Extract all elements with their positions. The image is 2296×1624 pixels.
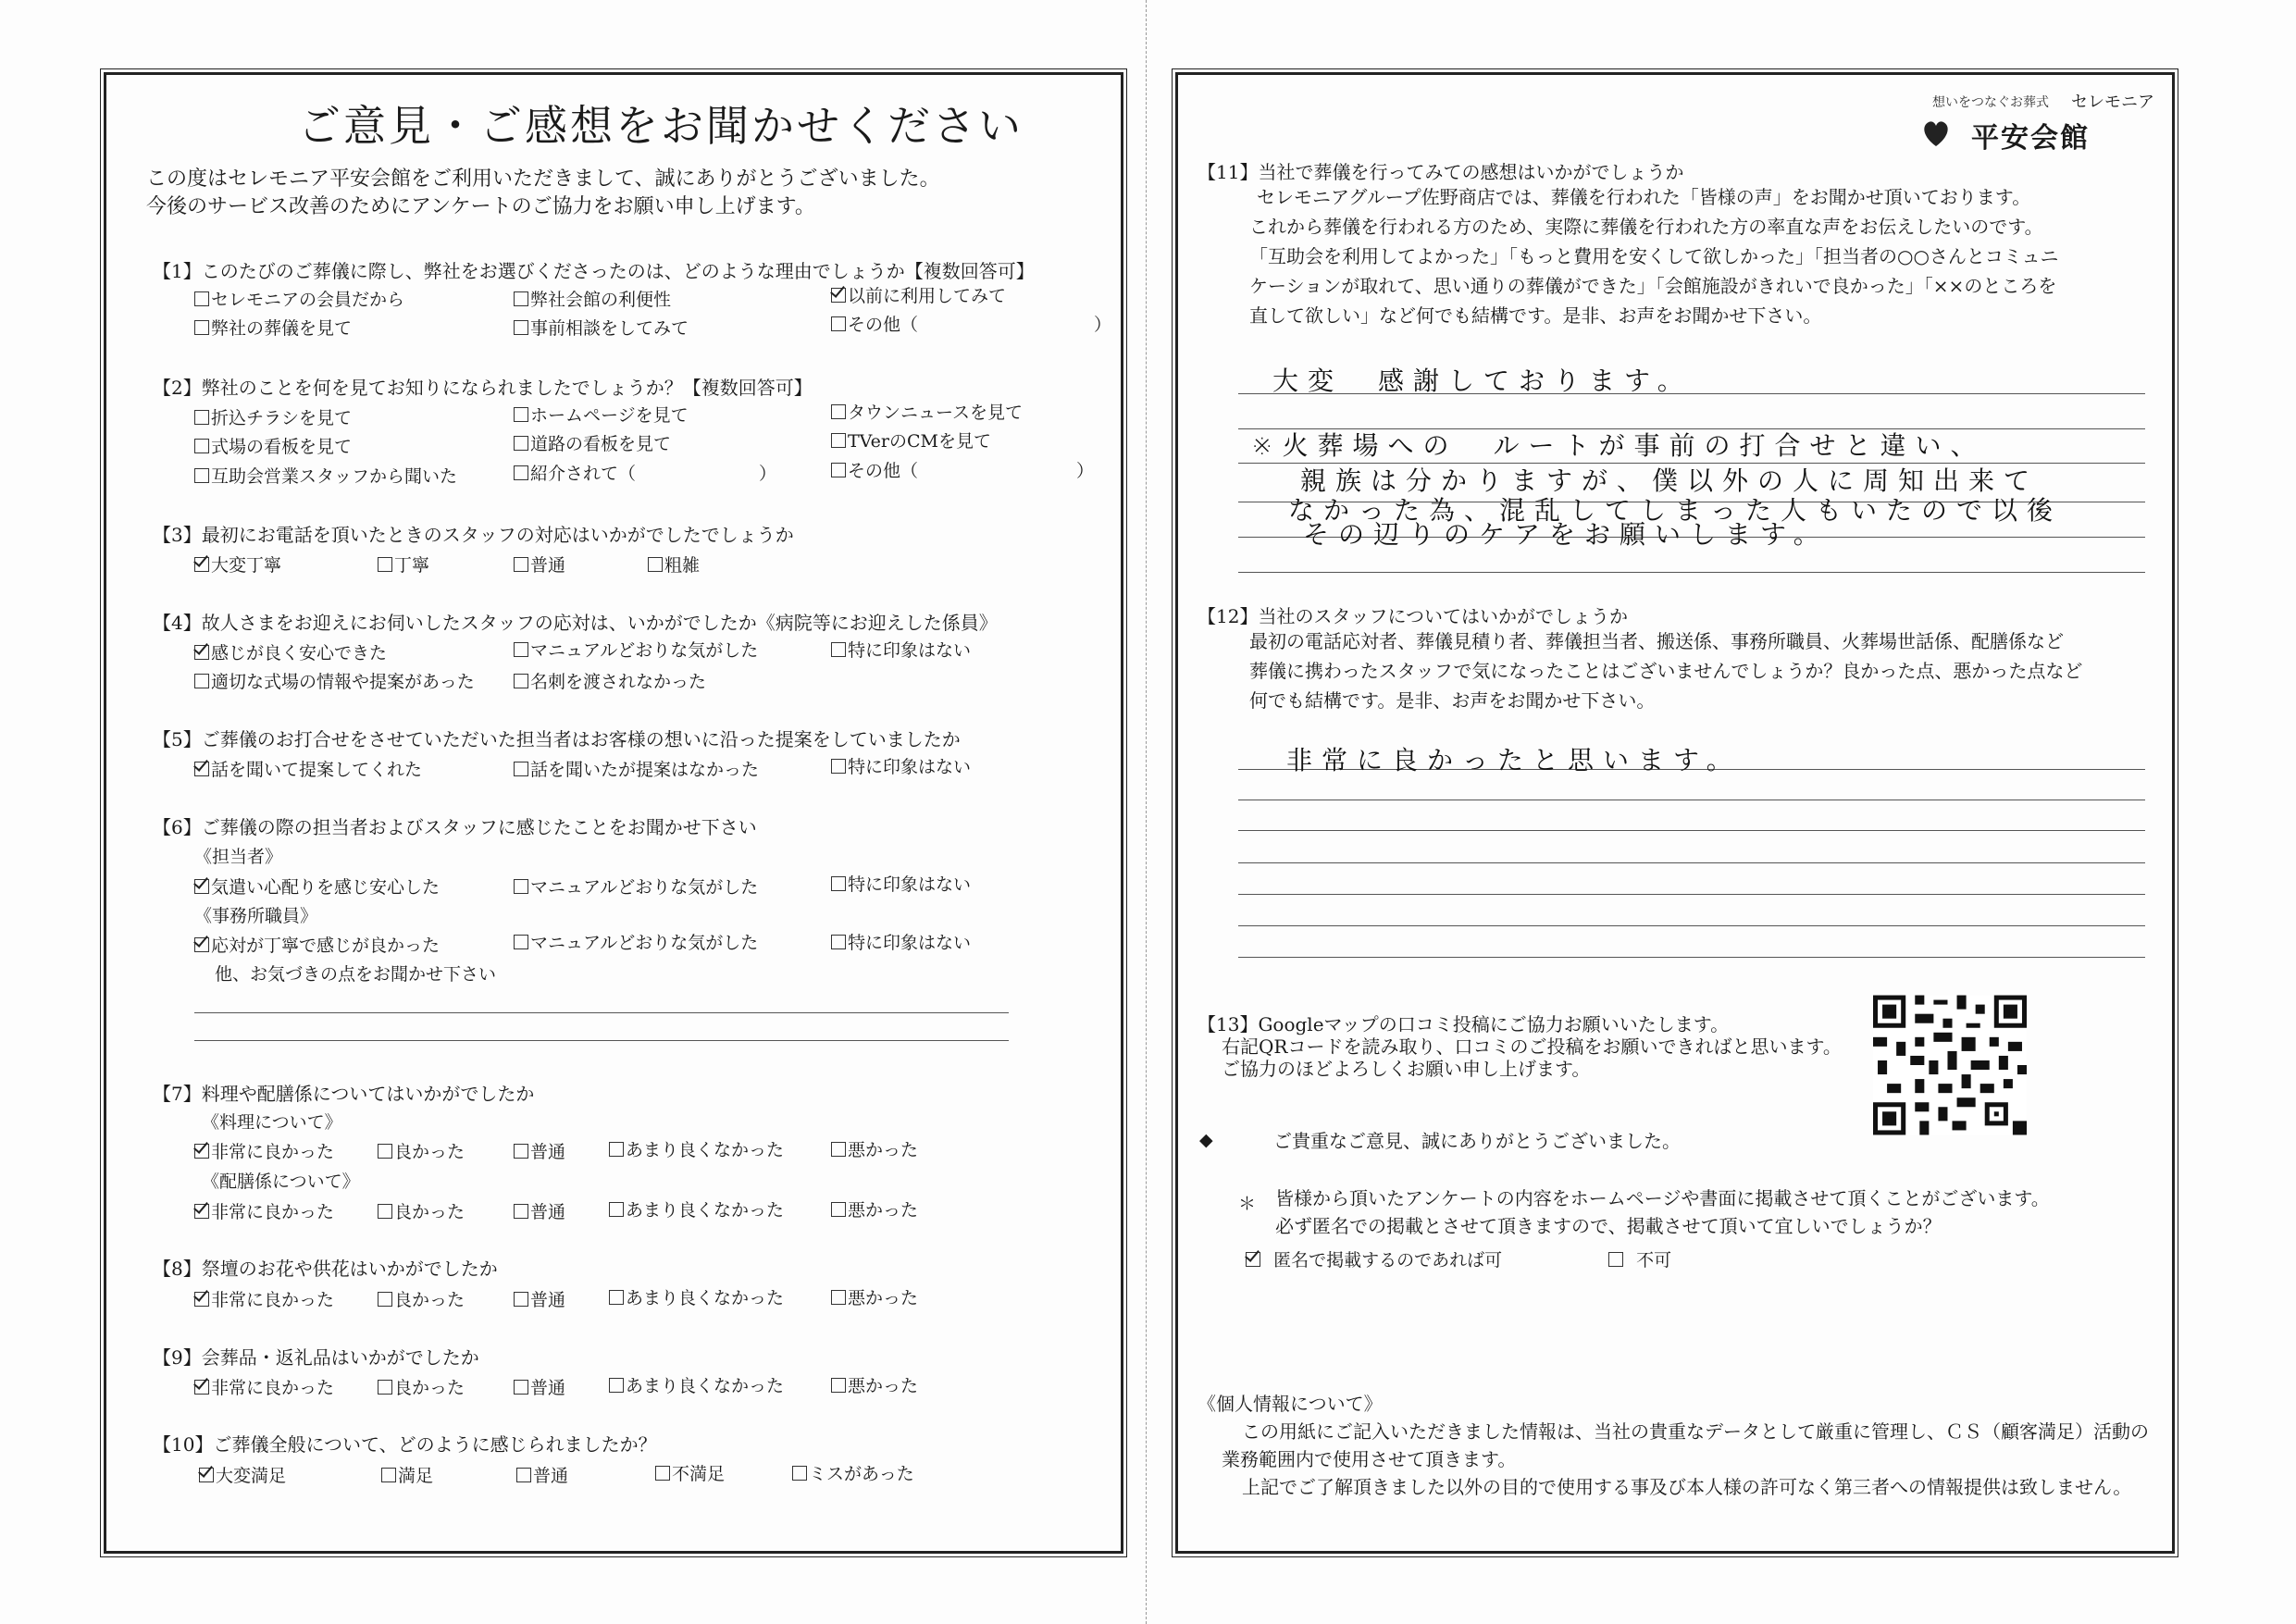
checkbox[interactable] xyxy=(514,557,528,572)
checkbox[interactable] xyxy=(831,1202,846,1217)
checkbox[interactable] xyxy=(194,468,209,483)
q10-option-5[interactable]: ミスがあった xyxy=(792,1460,914,1485)
q2-option-1[interactable]: 折込チラシを見て xyxy=(194,404,352,429)
checkbox[interactable] xyxy=(831,876,846,891)
q1-option-5[interactable]: 事前相談をしてみて xyxy=(514,315,689,340)
q2-option-3[interactable]: タウンニュースを見て xyxy=(831,399,1023,424)
q7-sub-ryouri: 《料理について》 xyxy=(202,1112,342,1133)
q11-body-4: ケーションが取れて、思い通りの葬儀ができた」「会館施設がきれいで良かった」「××のところを xyxy=(1249,275,2057,297)
checkbox[interactable] xyxy=(648,557,663,572)
q1-option-2[interactable]: 弊社会館の利便性 xyxy=(514,286,671,311)
q3-text: 【3】最初にお電話を頂いたときのスタッフの対応はいかがでしたでしょうか xyxy=(153,524,794,546)
q3-option-1[interactable]: 大変丁寧 xyxy=(194,552,281,576)
q13-title: 【13】Googleマップの口コミ投稿にご協力お願いいたします。 xyxy=(1198,1013,1730,1035)
q7-sub1-option-5[interactable]: 悪かった xyxy=(831,1136,918,1161)
q7-sub2-option-4[interactable]: あまり良くなかった xyxy=(609,1196,784,1221)
q9-text: 【9】会葬品・返礼品はいかがでしたか xyxy=(153,1346,479,1369)
q13-body-1: 右記QRコードを読み取り、口コミのご投稿をお願いできればと思います。 xyxy=(1222,1035,1842,1058)
checkbox-checked[interactable] xyxy=(194,645,209,660)
checkbox[interactable] xyxy=(514,1292,528,1307)
q11-write-line-6[interactable] xyxy=(1238,572,2145,573)
q1-option-3[interactable]: 以前に利用してみて xyxy=(831,282,1006,307)
checkbox-checked[interactable] xyxy=(194,557,209,572)
checkbox[interactable] xyxy=(609,1378,624,1393)
q10-option-4[interactable]: 不満足 xyxy=(655,1460,725,1485)
q8-option-1[interactable]: 非常に良かった xyxy=(194,1286,334,1311)
checkbox[interactable] xyxy=(514,436,528,451)
q4-option-1[interactable]: 感じが良く安心できた xyxy=(194,639,387,664)
q4-option-4[interactable]: 適切な式場の情報や提案があった xyxy=(194,668,475,693)
brand-tagline: 想いをつなぐお葬式 xyxy=(1932,95,2049,110)
q12-title: 【12】当社のスタッフについてはいかがでしょうか xyxy=(1198,605,1629,627)
checkbox-checked[interactable] xyxy=(194,879,209,894)
q12-write-line-4[interactable] xyxy=(1238,862,2145,863)
q6-sub2-option-1[interactable]: 応対が丁寧で感じが良かった xyxy=(194,932,440,957)
q2-text: 【2】弊社のことを何を見てお知りになられましたでしょうか？【複数回答可】 xyxy=(153,377,813,399)
checkbox[interactable] xyxy=(514,935,528,949)
q6-sub2-option-3[interactable]: 特に印象はない xyxy=(831,929,971,954)
q6-write-line-1[interactable] xyxy=(194,1012,1009,1013)
checkbox[interactable] xyxy=(381,1468,396,1482)
q11-handwritten-answer-2: ※火葬場への ルートが事前の打合せと違い、 xyxy=(1251,430,1986,461)
q9-option-2[interactable]: 良かった xyxy=(378,1374,465,1399)
q7-sub-haizen: 《配膳係について》 xyxy=(202,1172,360,1192)
privacy-body-3: 上記でご了解頂きました以外の目的で使用する事及び本人様の許可なく第三者への情報提供は致しません。 xyxy=(1242,1476,2132,1498)
q2-option-6[interactable]: TVerのCMを見て xyxy=(831,428,991,452)
intro-line-1: この度はセレモニア平安会館をご利用いただきまして、誠にありがとうございました。 xyxy=(146,167,940,191)
google-maps-qr-code[interactable] xyxy=(1873,995,2027,1135)
q2-option-9[interactable]: その他（ ） xyxy=(831,457,1094,482)
q5-option-2[interactable]: 話を聞いたが提案はなかった xyxy=(514,756,759,781)
q3-option-3[interactable]: 普通 xyxy=(514,552,565,576)
q11-handwritten-answer-3: 親族は分かりますが、僕以外の人に周知出来て xyxy=(1300,465,2040,496)
q6-sub1-option-1[interactable]: 気遣い心配りを感じ安心した xyxy=(194,874,440,899)
checkbox-checked[interactable] xyxy=(194,937,209,952)
checkbox[interactable] xyxy=(514,1380,528,1395)
checkbox[interactable] xyxy=(514,1144,528,1159)
checkbox[interactable] xyxy=(831,642,846,657)
intro-line-2: 今後のサービス改善のためにアンケートのご協力をお願い申し上げます。 xyxy=(146,195,815,218)
checkbox[interactable] xyxy=(831,935,846,949)
q1-option-1[interactable]: セレモニアの会員だから xyxy=(194,286,404,311)
checkbox-checked[interactable] xyxy=(194,762,209,776)
checkbox-checked[interactable] xyxy=(194,1204,209,1219)
q4-text: 【4】故人さまをお迎えにお伺いしたスタッフの応対は、いかがでしたか《病院等にお迎えした係員》 xyxy=(153,612,998,634)
publish-option-no[interactable]: 不可 xyxy=(1608,1246,1671,1271)
q1-option-6[interactable]: その他（ ） xyxy=(831,311,1111,336)
checkbox[interactable] xyxy=(194,320,209,335)
q8-option-3[interactable]: 普通 xyxy=(514,1286,565,1311)
q9-option-1[interactable]: 非常に良かった xyxy=(194,1374,334,1399)
checkbox[interactable] xyxy=(194,674,209,688)
q2-option-5[interactable]: 道路の看板を見て xyxy=(514,430,671,455)
q12-write-line-6[interactable] xyxy=(1238,925,2145,926)
q4-option-2[interactable]: マニュアルどおりな気がした xyxy=(514,637,758,662)
q11-handwritten-answer-4: なかった為、混乱してしまった人もいたので以後 xyxy=(1288,495,2063,526)
publish-notice-2: 必ず匿名での掲載とさせて頂きますので、掲載させて頂いて宜しいでしょうか？ xyxy=(1275,1215,1942,1237)
q10-option-3[interactable]: 普通 xyxy=(516,1462,568,1487)
checkbox[interactable] xyxy=(514,1204,528,1219)
q5-text: 【5】ご葬儀のお打合せをさせていただいた担当者はお客様の想いに沿った提案をしていましたか xyxy=(153,728,961,750)
checkbox[interactable] xyxy=(514,642,528,657)
q7-sub1-option-2[interactable]: 良かった xyxy=(378,1138,465,1163)
q12-body-3: 何でも結構です。是非、お声をお聞かせ下さい。 xyxy=(1249,689,1656,712)
q12-write-line-7[interactable] xyxy=(1238,957,2145,958)
q7-sub2-option-1[interactable]: 非常に良かった xyxy=(194,1198,334,1223)
q11-handwritten-answer-5: その辺りのケアをお願いします。 xyxy=(1303,519,1829,550)
q2-option-2[interactable]: ホームページを見て xyxy=(514,402,689,427)
q6-sub2-option-2[interactable]: マニュアルどおりな気がした xyxy=(514,929,758,954)
checkbox-checked[interactable] xyxy=(1246,1252,1260,1267)
q12-body-2: 葬儀に携わったスタッフで気になったことはございませんでしょうか？良かった点、悪かった点など xyxy=(1249,660,2083,682)
q9-option-4[interactable]: あまり良くなかった xyxy=(609,1372,784,1397)
checkbox-checked[interactable] xyxy=(194,1292,209,1307)
publish-notice-1: 皆様から頂いたアンケートの内容をホームページや書面に掲載させて頂くことがございます。 xyxy=(1275,1187,2050,1209)
q3-option-4[interactable]: 粗雑 xyxy=(648,552,700,576)
checkbox[interactable] xyxy=(378,1144,392,1159)
q11-handwritten-answer-1: 大変 感謝しております。 xyxy=(1272,366,1693,396)
q2-option-4[interactable]: 式場の看板を見て xyxy=(194,433,352,458)
q3-option-2[interactable]: 丁寧 xyxy=(378,552,429,576)
q6-sub-jimusho: 《事務所職員》 xyxy=(194,906,318,926)
checkbox[interactable] xyxy=(514,320,528,335)
q6-write-line-2[interactable] xyxy=(194,1040,1009,1041)
q12-write-line-3[interactable] xyxy=(1238,830,2145,831)
brand-hall-name: 平安会館 xyxy=(1971,122,2090,155)
q9-option-3[interactable]: 普通 xyxy=(514,1374,565,1399)
q12-handwritten-answer: 非常に良かったと思います。 xyxy=(1286,745,1742,775)
q9-option-5[interactable]: 悪かった xyxy=(831,1372,918,1397)
q6-sub1-option-3[interactable]: 特に印象はない xyxy=(831,871,971,896)
q4-option-3[interactable]: 特に印象はない xyxy=(831,637,971,662)
q8-option-5[interactable]: 悪かった xyxy=(831,1284,918,1309)
q2-option-7[interactable]: 互助会営業スタッフから聞いた xyxy=(194,463,457,488)
checkbox[interactable] xyxy=(514,674,528,688)
q11-body-5: 直して欲しい」など何でも結構です。是非、お声をお聞かせ下さい。 xyxy=(1249,304,1822,327)
diamond-bullet-icon: ◆ xyxy=(1199,1130,1213,1150)
checkbox[interactable] xyxy=(514,465,528,480)
q10-text: 【10】ご葬儀全般について、どのように感じられましたか？ xyxy=(153,1433,657,1456)
q5-option-1[interactable]: 話を聞いて提案してくれた xyxy=(194,756,422,781)
q8-option-4[interactable]: あまり良くなかった xyxy=(609,1284,784,1309)
brand-name: セレモニア xyxy=(2071,93,2154,112)
q11-title: 【11】当社で葬儀を行ってみての感想はいかがでしょうか xyxy=(1198,161,1684,183)
q6-sub1-option-2[interactable]: マニュアルどおりな気がした xyxy=(514,874,758,899)
q12-write-line-5[interactable] xyxy=(1238,894,2145,895)
checkbox-checked[interactable] xyxy=(831,288,846,303)
q1-option-4[interactable]: 弊社の葬儀を見て xyxy=(194,315,352,340)
checkbox[interactable] xyxy=(514,879,528,894)
privacy-body-1: この用紙にご記入いただきました情報は、当社の貴重なデータとして厳重に管理し、ＣＳ（顧客満足）活動の xyxy=(1242,1420,2149,1443)
q7-sub2-option-3[interactable]: 普通 xyxy=(514,1198,565,1223)
checkbox[interactable] xyxy=(514,762,528,776)
q6-sub-tantousha: 《担当者》 xyxy=(194,847,283,867)
q8-option-2[interactable]: 良かった xyxy=(378,1286,465,1311)
checkbox-checked[interactable] xyxy=(199,1468,214,1482)
brand-logo xyxy=(1906,89,2154,155)
survey-title: ご意見・ご感想をお聞かせください xyxy=(298,101,1024,151)
q8-text: 【8】祭壇のお花や供花はいかがでしたか xyxy=(153,1258,498,1280)
checkbox[interactable] xyxy=(378,557,392,572)
q11-body-1: セレモニアグループ佐野商店では、葬儀を行われた「皆様の声」をお聞かせ頂いております。 xyxy=(1257,186,2031,208)
checkbox[interactable] xyxy=(378,1380,392,1395)
checkbox[interactable] xyxy=(378,1204,392,1219)
checkbox[interactable] xyxy=(516,1468,531,1482)
publish-option-anonymous[interactable]: 匿名で掲載するのであれば可 xyxy=(1246,1246,1502,1271)
q1-text: 【1】このたびのご葬儀に際し、弊社をお選びくださったのは、どのような理由でしょうか【複数回答可】 xyxy=(153,260,1035,282)
privacy-body-2: 業務範囲内で使用させて頂きます。 xyxy=(1222,1448,1517,1470)
checkbox[interactable] xyxy=(792,1466,807,1481)
q13-body-2: ご協力のほどよろしくお願い申し上げます。 xyxy=(1222,1058,1591,1080)
q4-option-5[interactable]: 名刺を渡されなかった xyxy=(514,668,706,693)
checkbox[interactable] xyxy=(378,1292,392,1307)
q7-text: 【7】料理や配膳係についてはいかがでしたか xyxy=(153,1083,535,1105)
closing-thanks: ご貴重なご意見、誠にありがとうございました。 xyxy=(1273,1130,1681,1152)
checkbox[interactable] xyxy=(831,316,846,331)
checkbox[interactable] xyxy=(609,1142,624,1157)
page-fold xyxy=(1146,0,1147,1624)
q6-text: 【6】ご葬儀の際の担当者およびスタッフに感じたことをお聞かせ下さい xyxy=(153,816,757,838)
checkbox-checked[interactable] xyxy=(194,1144,209,1159)
checkbox[interactable] xyxy=(831,759,846,774)
asterisk-bullet-icon: ＊ xyxy=(1238,1194,1257,1214)
checkbox[interactable] xyxy=(831,1290,846,1305)
brand-emblem-icon xyxy=(1919,117,1953,148)
q7-sub1-option-3[interactable]: 普通 xyxy=(514,1138,565,1163)
q5-option-3[interactable]: 特に印象はない xyxy=(831,753,971,778)
checkbox[interactable] xyxy=(831,463,846,477)
checkbox-checked[interactable] xyxy=(194,1380,209,1395)
checkbox[interactable] xyxy=(831,1142,846,1157)
q6-other-prompt: 他、お気づきの点をお聞かせ下さい xyxy=(215,964,497,985)
checkbox[interactable] xyxy=(514,407,528,422)
checkbox[interactable] xyxy=(1608,1252,1623,1267)
q10-option-1[interactable]: 大変満足 xyxy=(199,1462,286,1487)
privacy-title: 《個人情報について》 xyxy=(1198,1393,1383,1415)
q12-body-1: 最初の電話応対者、葬儀見積り者、葬儀担当者、搬送係、事務所職員、火葬場世話係、配膳係など xyxy=(1249,630,2064,652)
checkbox[interactable] xyxy=(831,1378,846,1393)
checkbox[interactable] xyxy=(831,404,846,419)
checkbox[interactable] xyxy=(609,1290,624,1305)
checkbox[interactable] xyxy=(194,439,209,453)
q11-body-2: これから葬儀を行われる方のため、実際に葬儀を行われた方の率直な声をお伝えしたいのです。 xyxy=(1249,216,2043,238)
q7-sub1-option-4[interactable]: あまり良くなかった xyxy=(609,1136,784,1161)
q2-option-8[interactable]: 紹介されて（ ） xyxy=(514,460,776,485)
checkbox[interactable] xyxy=(514,291,528,306)
q10-option-2[interactable]: 満足 xyxy=(381,1462,433,1487)
checkbox[interactable] xyxy=(609,1202,624,1217)
q7-sub2-option-2[interactable]: 良かった xyxy=(378,1198,465,1223)
checkbox[interactable] xyxy=(194,291,209,306)
checkbox[interactable] xyxy=(831,433,846,448)
checkbox[interactable] xyxy=(194,410,209,425)
checkbox[interactable] xyxy=(655,1466,670,1481)
q7-sub2-option-5[interactable]: 悪かった xyxy=(831,1196,918,1221)
q7-sub1-option-1[interactable]: 非常に良かった xyxy=(194,1138,334,1163)
q11-body-3: 「互助会を利用してよかった」「もっと費用を安くして欲しかった」「担当者の○○さんとコミュニ xyxy=(1249,245,2059,267)
